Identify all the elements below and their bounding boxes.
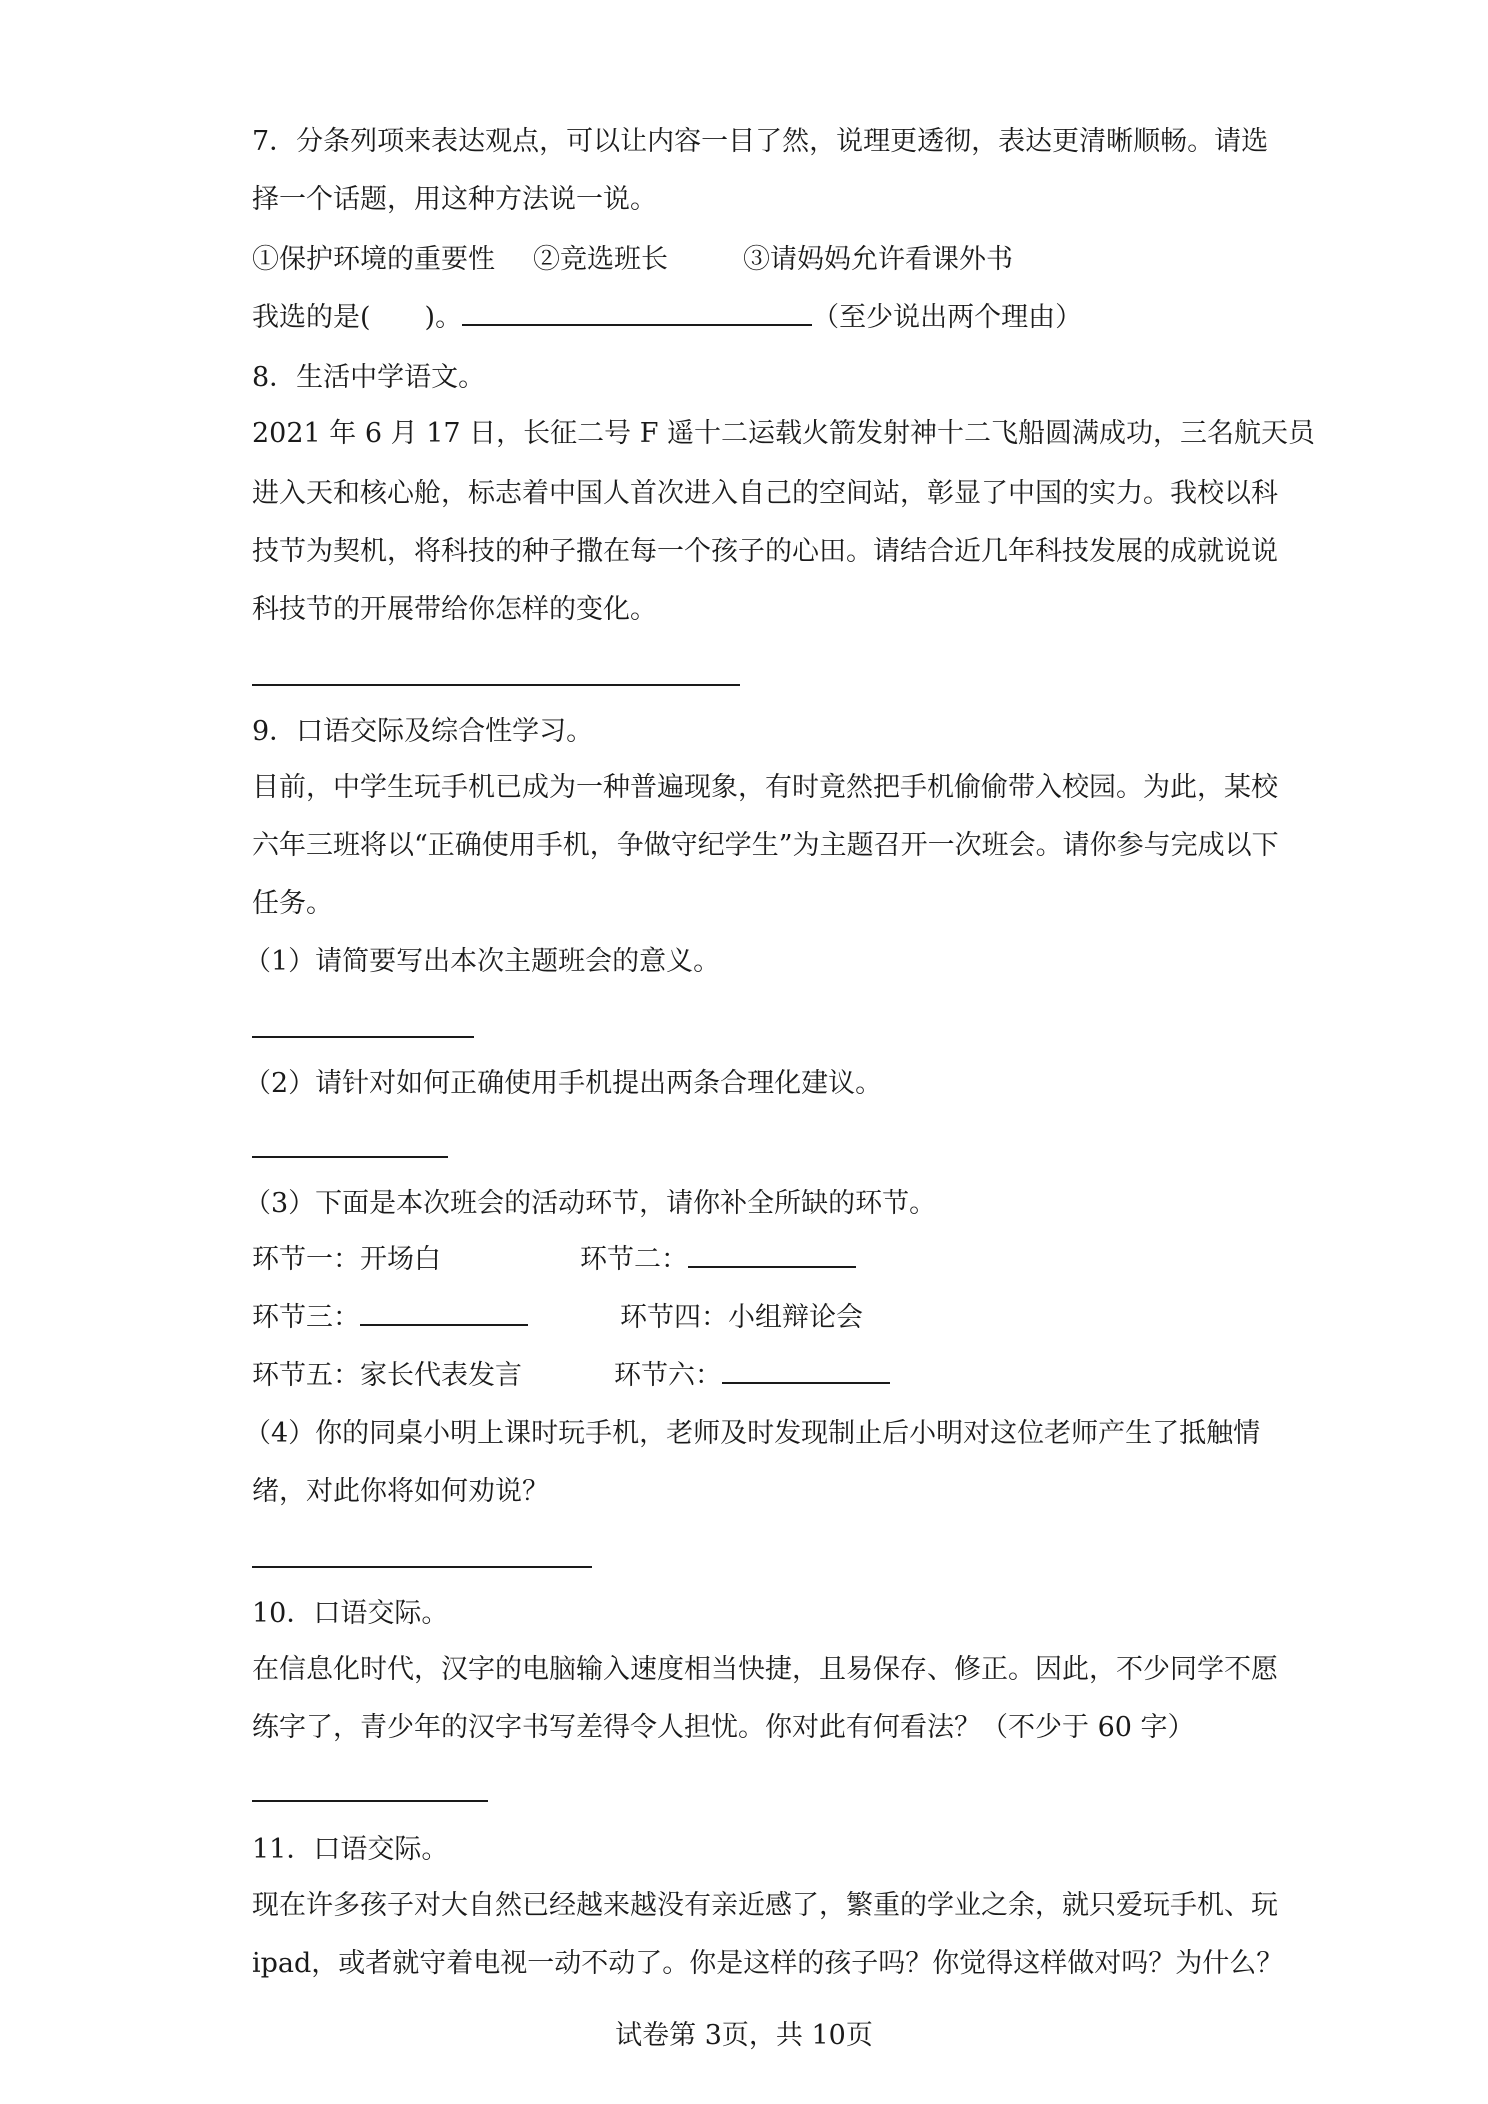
q8-title: 8．生活中学语文。 [252,362,486,393]
q9-text-line-1: 目前，中学生玩手机已成为一种普遍现象，有时竟然把手机偷偷带入校园。为此，某校 [252,772,1278,803]
q8-answer-line[interactable] [252,684,740,686]
q9-step-3-label: 环节三： [252,1302,360,1333]
q9-step-3-blank[interactable] [360,1298,528,1326]
q9-step-2-label: 环节二： [580,1244,688,1275]
q7-option-1: ①保护环境的重要性 [252,244,495,275]
q10-answer-line[interactable] [252,1800,488,1802]
q8-text-line-1: 2021 年 6 月 17 日，长征二号 F 遥十二运载火箭发射神十二飞船圆满成功，三名航天员 [252,418,1316,449]
q10-text-line-2: 练字了，青少年的汉字书写差得令人担忧。你对此有何看法？（不少于 60 字） [252,1712,1195,1743]
page-number-footer: 试卷第 3页，共 10页 [615,2020,873,2051]
q9-title: 9．口语交际及综合性学习。 [252,716,594,747]
q10-title: 10．口语交际。 [252,1598,449,1629]
q10-text-line-1: 在信息化时代，汉字的电脑输入速度相当快捷，且易保存、修正。因此，不少同学不愿 [252,1654,1278,1685]
q7-answer-line [252,298,1082,338]
q8-text-line-2: 进入天和核心舱，标志着中国人首次进入自己的空间站，彰显了中国的实力。我校以科 [252,478,1278,509]
q9-sub-question-4-line-1: （4）你的同桌小明上课时玩手机，老师及时发现制止后小明对这位老师产生了抵触情 [244,1418,1261,1449]
q9-text-line-2: 六年三班将以“正确使用手机，争做守纪学生”为主题召开一次班会。请你参与完成以下 [252,830,1279,861]
q8-text-line-4: 科技节的开展带给你怎样的变化。 [252,594,657,625]
q11-text-line-2: ipad，或者就守着电视一动不动了。你是这样的孩子吗？你觉得这样做对吗？为什么？ [252,1948,1284,1979]
q9-step-3 [252,1298,528,1338]
q7-answer-blank[interactable] [462,298,812,326]
q9-text-line-3: 任务。 [252,888,333,919]
q7-text-line-1: 7．分条列项来表达观点，可以让内容一目了然，说理更透彻，表达更清晰顺畅。请选 [252,126,1269,157]
q9-sub-question-3: （3）下面是本次班会的活动环节，请你补全所缺的环节。 [244,1188,937,1219]
q9-step-6-blank[interactable] [722,1356,890,1384]
q9-step-2 [580,1240,856,1280]
q7-answer-suffix: （至少说出两个理由） [812,302,1083,333]
q7-text-line-2: 择一个话题，用这种方法说一说。 [252,184,657,215]
q7-option-2: ②竞选班长 [533,244,668,275]
q9-sub4-answer-line[interactable] [252,1566,592,1568]
q9-sub-question-2: （2）请针对如何正确使用手机提出两条合理化建议。 [244,1068,883,1099]
q9-sub-question-1: （1）请简要写出本次主题班会的意义。 [244,946,721,977]
q9-step-1: 环节一：开场白 [252,1244,441,1275]
q9-step-6-label: 环节六： [614,1360,722,1391]
q9-sub1-answer-line[interactable] [252,1036,474,1038]
q9-step-4: 环节四：小组辩论会 [620,1302,863,1333]
q11-title: 11．口语交际。 [252,1834,449,1865]
q9-step-6 [614,1356,890,1396]
q9-step-5: 环节五：家长代表发言 [252,1360,522,1391]
q9-sub2-answer-line[interactable] [252,1156,448,1158]
q7-answer-prefix: 我选的是( )。 [252,302,463,333]
q9-step-2-blank[interactable] [688,1240,856,1268]
q8-text-line-3: 技节为契机，将科技的种子撒在每一个孩子的心田。请结合近几年科技发展的成就说说 [252,536,1278,567]
q11-text-line-1: 现在许多孩子对大自然已经越来越没有亲近感了，繁重的学业之余，就只爱玩手机、玩 [252,1890,1278,1921]
q7-option-3: ③请妈妈允许看课外书 [743,244,1013,275]
q9-sub-question-4-line-2: 绪，对此你将如何劝说？ [252,1476,549,1507]
